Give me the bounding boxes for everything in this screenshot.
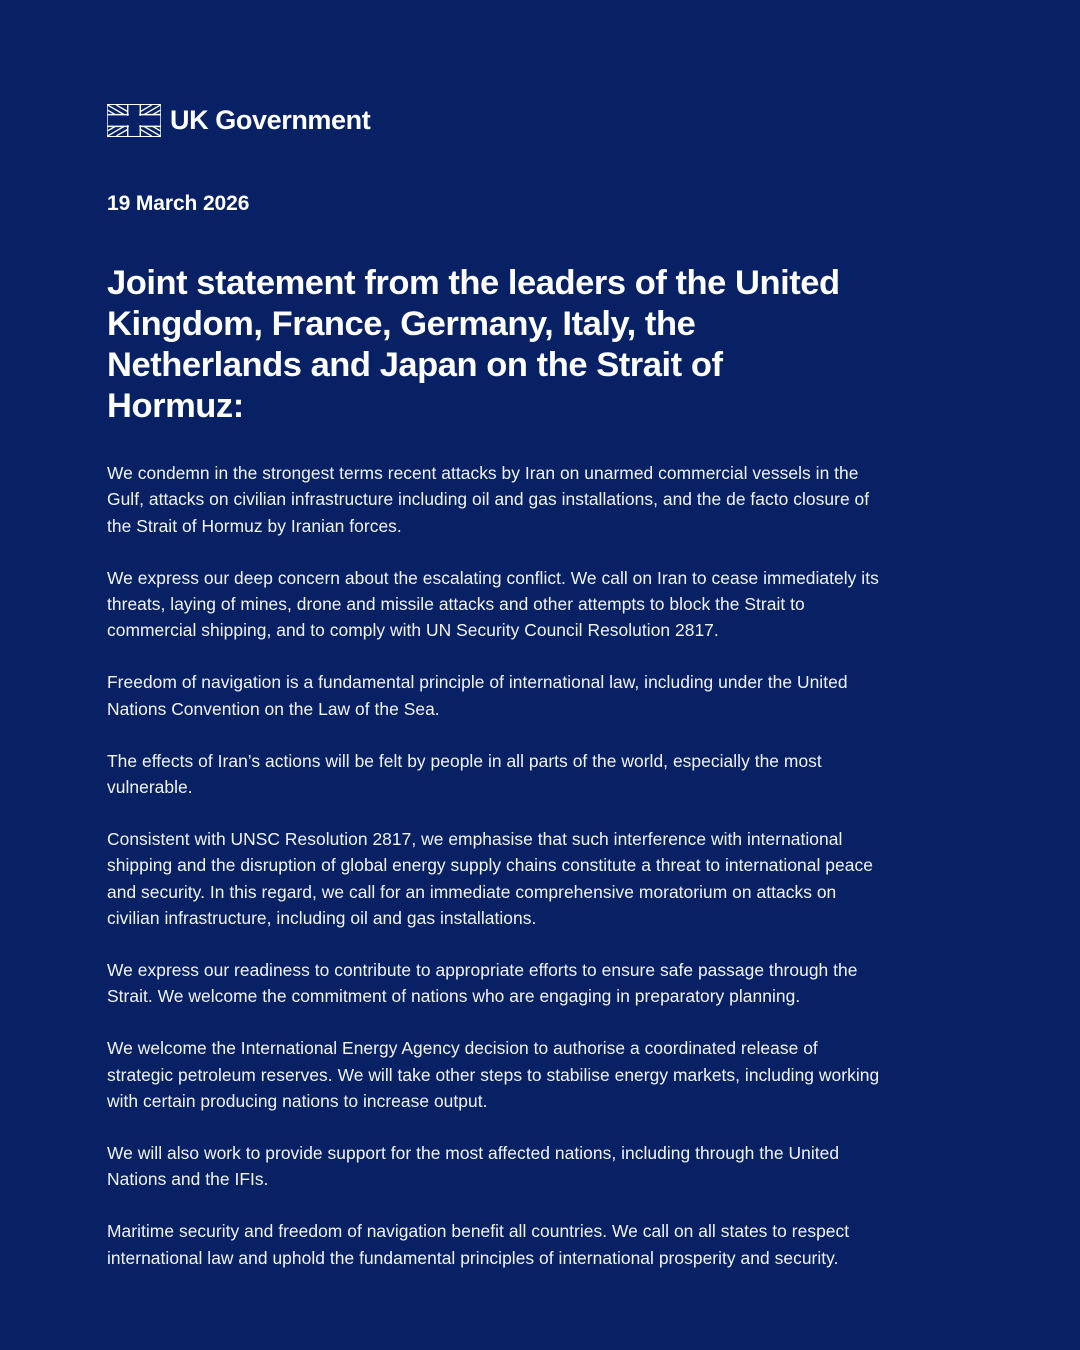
- statement-body: [107, 460, 885, 1271]
- statement-paragraph: Maritime security and freedom of navigation benefit all countries. We call on all states to respect international law and uphold the fundamental principles of international prosperity and security.: [107, 1221, 850, 1268]
- statement-paragraph: Consistent with UNSC Resolution 2817, we emphasise that such interference with international shipping and the disruption of global energy supply chains constitute a threat to international peace and security. In this regard, we call for an immediate comprehensive moratorium on attacks on civilian infrastructure, including oil and gas installations.: [107, 829, 873, 928]
- statement-paragraph: We welcome the International Energy Agency decision to authorise a coordinated release of strategic petroleum reserves. We will take other steps to stabilise energy markets, including working with certain producing nations to increase output.: [107, 1038, 880, 1111]
- brand-name: UK Government: [170, 105, 371, 135]
- statement-paragraph: We will also work to provide support for the most affected nations, including through the United Nations and the IFIs.: [107, 1143, 840, 1190]
- statement-content: [107, 191, 885, 1271]
- statement-paragraph: Freedom of navigation is a fundamental principle of international law, including under the United Nations Convention on the Law of the Sea.: [107, 672, 848, 719]
- union-jack-flag-icon: [107, 104, 161, 137]
- statement-paragraph: We express our deep concern about the escalating conflict. We call on Iran to cease immediately its threats, laying of mines, drone and missile attacks and other attempts to block the Strait to commercial shipping, and to comply with UN Security Council Resolution 2817.: [107, 567, 879, 641]
- statement-paragraph: We condemn in the strongest terms recent attacks by Iran on unarmed commercial vessels in the Gulf, attacks on civilian infrastructure including oil and gas installations, and the de facto closure of the Strait of Hormuz by Iranian forces.: [107, 463, 870, 536]
- page-title: Joint statement from the leaders of the United Kingdom, France, Germany, Italy, the Netherlands and Japan on the Strait of Hormuz:: [107, 264, 840, 426]
- statement-paragraph: The effects of Iran’s actions will be felt by people in all parts of the world, especially the most vulnerable.: [107, 750, 822, 798]
- statement-paragraph: We express our readiness to contribute to appropriate efforts to ensure safe passage through the Strait. We welcome the commitment of nations who are engaging in preparatory planning.: [107, 960, 858, 1007]
- publication-date: 19 March 2026: [107, 192, 250, 215]
- masthead: [107, 104, 370, 137]
